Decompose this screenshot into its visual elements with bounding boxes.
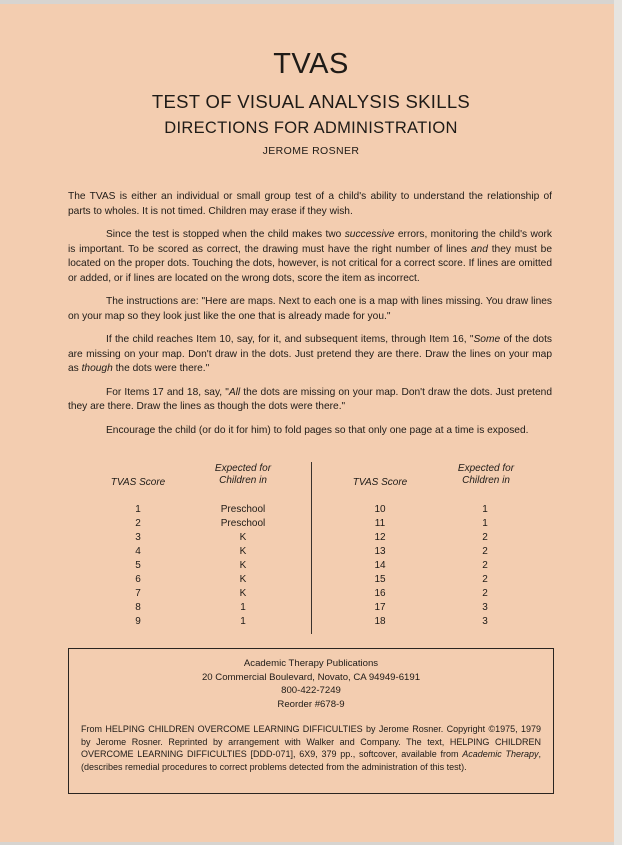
copyright-note: From HELPING CHILDREN OVERCOME LEARNING DIFFICULTIES by Jerome Rosner. Copyright ©1975, 1979 by Jerome Rosner. Reprinted by arrangement with Walker and Company. The text, HELPING CHILDREN OVERCOME LEARNING DIFFICULTIES [DDD-071], 6X9, 379 pp., softcover, available from Academic Therapy, (describes remedial procedures to correct problems detected from the administration of this test).	[81, 724, 541, 772]
test-full-title: TEST OF VISUAL ANALYSIS SKILLS	[151, 91, 471, 112]
paragraph-scoring: Since the test is stopped when the child makes two successive errors, monitoring the child's work is important. To be scored as correct, the drawing must have the right number of lines and they must be located on the proper dots. Touching the dots, however, is not critical for a correct score. If lines are omitted or added, or if lines are located on the wrong dots, score the item as incorrect.	[68, 229, 553, 284]
right-score-column: 10 11 12 13 14 15 16 17 18	[374, 504, 386, 627]
table-divider	[311, 462, 312, 634]
directions-body	[68, 190, 552, 447]
left-score-header: TVAS Score	[110, 477, 166, 488]
right-expected-header: Expected for Children in	[457, 463, 515, 486]
directions-subtitle: DIRECTIONS FOR ADMINISTRATION	[164, 119, 458, 137]
publisher-name: Academic Therapy Publications	[243, 658, 379, 669]
test-acronym: TVAS	[273, 48, 349, 80]
publisher-phone: 800-422-7249	[281, 685, 341, 696]
paragraph-item-10: If the child reaches Item 10, say, for it, and subsequent items, through Item 16, "Some of the dots are missing on your map. Don't draw in the dots. Just pretend they are there. Draw the lines on your map as though the dots were there."	[68, 334, 552, 374]
right-grade-column: 1 1 2 2 2 2 2 3 3	[482, 504, 488, 627]
paragraph-instructions: The instructions are: "Here are maps. Next to each one is a map with lines missing. You draw lines on your map so they look just like the one that is already made for you."	[68, 296, 552, 322]
paragraph-fold-pages: Encourage the child (or do it for him) to fold pages so that only one page at a time is exposed.	[106, 424, 529, 436]
paragraph-intro: The TVAS is either an individual or small group test of a child's ability to understand the relationship of parts to wholes. It is not timed. Children may erase if they wish.	[68, 191, 552, 217]
publisher-address	[69, 657, 553, 711]
left-expected-header: Expected for Children in	[214, 463, 272, 486]
publisher-box	[68, 648, 554, 794]
reorder-number: Reorder #678-9	[277, 698, 345, 710]
left-grade-column: Preschool Preschool K K K K K 1 1	[220, 504, 266, 627]
publisher-street: 20 Commercial Boulevard, Novato, CA 94949-6191	[201, 671, 421, 683]
right-score-header: TVAS Score	[352, 477, 408, 488]
author-name: JEROME ROSNER	[262, 145, 360, 157]
left-score-column: 1 2 3 4 5 6 7 8 9	[135, 504, 141, 627]
paragraph-item-17: For Items 17 and 18, say, "All the dots are missing on your map. Don't draw the dots. Just pretend they are there. Draw the lines as though the dots were there."	[68, 386, 552, 412]
